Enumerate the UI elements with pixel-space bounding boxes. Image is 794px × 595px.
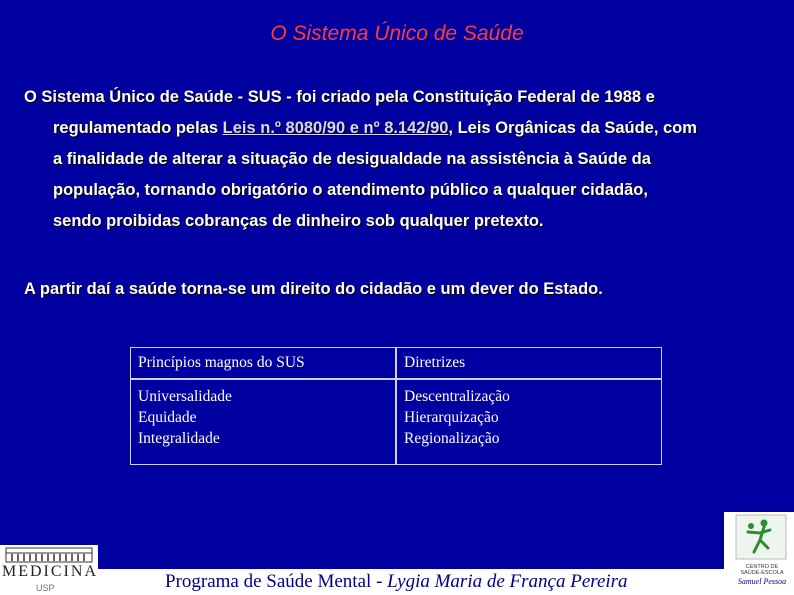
intro-paragraph: [24, 82, 774, 237]
logo-subtext: USP: [36, 583, 55, 593]
building-icon: [0, 545, 98, 565]
intro-line-3: a finalidade de alterar a situação de desigualdade na assistência à Saúde da: [53, 150, 651, 168]
guideline-item: Descentralização: [404, 388, 510, 405]
intro-line-2-start: regulamentado pelas: [53, 119, 223, 137]
centro-saude-escola-logo: [724, 512, 794, 595]
slide-title: O Sistema Único de Saúde: [270, 22, 524, 45]
table-header-row: [130, 347, 662, 379]
principles-table: [130, 347, 662, 465]
intro-line-2: [24, 113, 774, 144]
guidelines-cell: [396, 379, 662, 465]
intro-line-4: população, tornando obrigatório o atendimento público a qualquer cidadão,: [53, 181, 648, 199]
principle-item: Equidade: [138, 409, 197, 426]
medicina-usp-logo: [0, 545, 98, 595]
table-row: [130, 379, 662, 465]
logo-line-2: SAÚDE-ESCOLA: [740, 570, 784, 576]
laws-link[interactable]: Leis n.º 8080/90 e nº 8.142/90: [222, 119, 449, 137]
logo-line-1: CENTRO DE: [745, 564, 779, 570]
program-name: Programa de Saúde Mental: [165, 571, 372, 592]
rights-paragraph: A partir daí a saúde torna-se um direito do cidadão e um dever do Estado.: [24, 280, 603, 298]
principles-cell: [130, 379, 396, 465]
logo-signature: Samuel Pessoa: [737, 577, 787, 586]
principle-item: Universalidade: [138, 388, 232, 405]
guideline-item: Regionalização: [404, 430, 500, 447]
intro-line-1: O Sistema Único de Saúde - SUS - foi criado pela Constituição Federal de 1988 e: [24, 88, 655, 106]
intro-line-5: sendo proibidas cobranças de dinheiro sob qualquer pretexto.: [53, 212, 544, 230]
intro-line-2-end: , Leis Orgânicas da Saúde, com: [448, 119, 697, 137]
footer-credit: [165, 571, 628, 593]
running-figure-icon: [724, 512, 794, 562]
logo-wordmark: MEDICINA: [2, 563, 98, 580]
principles-header: Princípios magnos do SUS: [130, 347, 396, 379]
footer-separator: -: [371, 571, 388, 592]
principle-item: Integralidade: [138, 430, 220, 447]
author-name: Lygia Maria de França Pereira: [387, 571, 628, 592]
guideline-item: Hierarquização: [404, 409, 499, 426]
guidelines-header: Diretrizes: [396, 347, 662, 379]
